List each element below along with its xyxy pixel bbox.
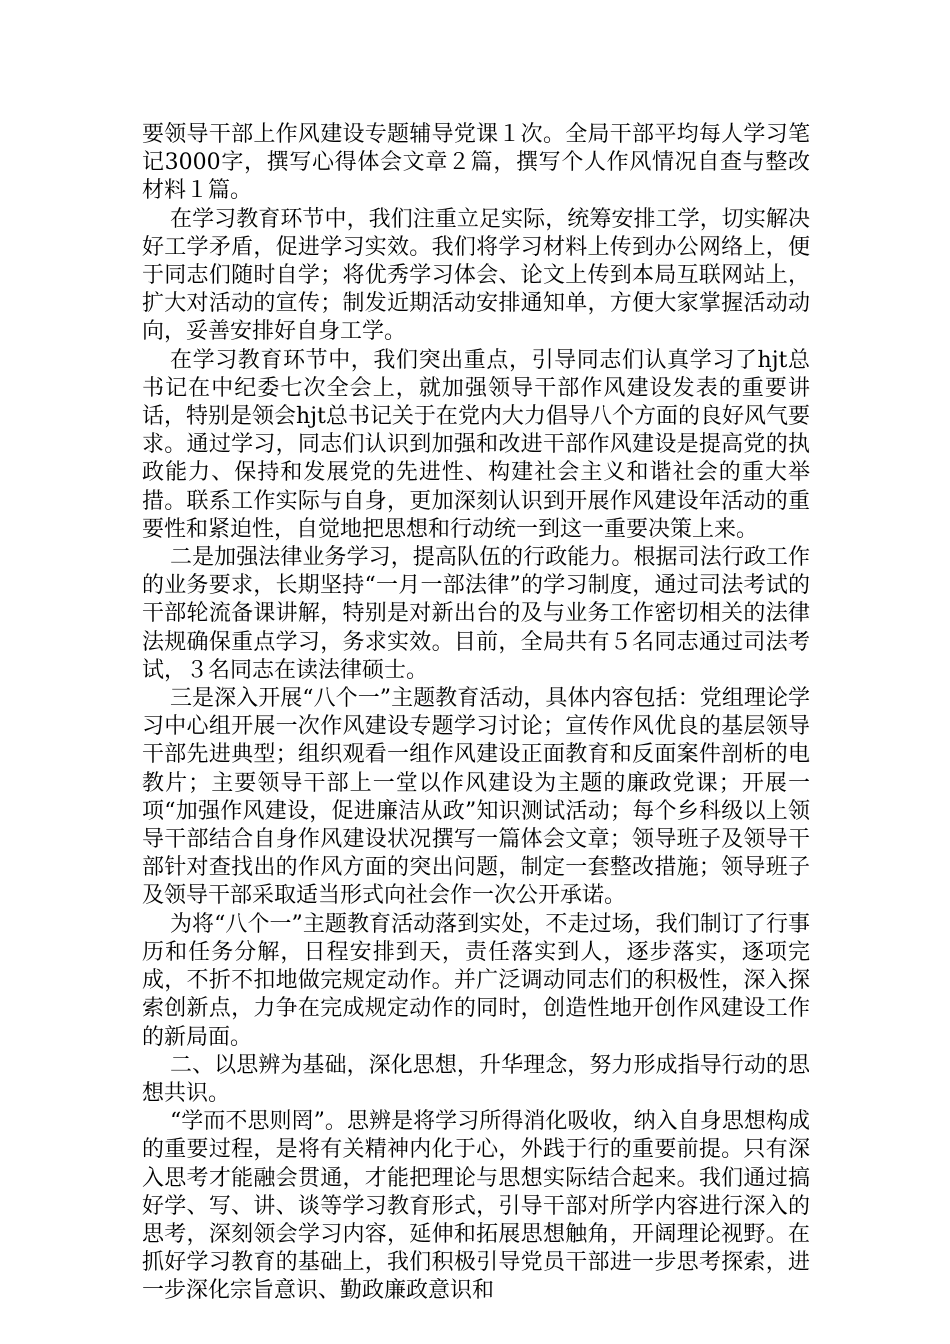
section-heading: 二、以思辨为基础，深化思想，升华理念，努力形成指导行动的思想共识。 bbox=[142, 1052, 810, 1106]
paragraph-5: 三是深入开展“八个一”主题教育活动，具体内容包括：党组理论学习中心组开展一次作风建设专题学习讨论；宣传作风优良的基层领导干部先进典型；组织观看一组作风建设正面教育和反面案件剖析的电教片；主要领导干部上一堂以作风建设为主题的廉政党课；开展一项“加强作风建设，促进廉洁从政”知识测试活动；每个乡科级以上领导干部结合自身作风建设状况撰写一篇体会文章；领导班子及领导干部针对查找出的作风方面的突出问题，制定一套整改措施；领导班子及领导干部采取适当形式向社会作一次公开承诺。 bbox=[142, 686, 810, 909]
paragraph-8: “学而不思则罔”。思辨是将学习所得消化吸收，纳入自身思想构成的重要过程，是将有关精神内化于心，外践于行的重要前提。只有深入思考才能融会贯通，才能把理论与思想实际结合起来。我们通过搞好学、写、讲、谈等学习教育形式，引导干部对所学内容进行深入的思考，深刻领会学习内容，延伸和拓展思想触角，开阔理论视野。在抓好学习教育的基础上，我们积极引导党员干部进一步思考探索，进一步深化宗旨意识、勤政廉政意识和 bbox=[142, 1109, 810, 1304]
paragraph-4: 二是加强法律业务学习，提高队伍的行政能力。根据司法行政工作的业务要求，长期坚持“一月一部法律”的学习制度，通过司法考试的干部轮流备课讲解，特别是对新出台的及与业务工作密切相关的法律法规确保重点学习，务求实效。目前，全局共有５名同志通过司法考试，３名同志在读法律硕士。 bbox=[142, 545, 810, 683]
paragraph-6: 为将“八个一”主题教育活动落到实处，不走过场，我们制订了行事历和任务分解，日程安排到天，责任落实到人，逐步落实，逐项完成，不折不扣地做完规定动作。并广泛调动同志们的积极性，深入探索创新点，力争在完成规定动作的同时，创造性地开创作风建设工作的新局面。 bbox=[142, 911, 810, 1050]
paragraph-3: 在学习教育环节中，我们突出重点，引导同志们认真学习了hjt总书记在中纪委七次全会上，就加强领导干部作风建设发表的重要讲话，特别是领会hjt总书记关于在党内大力倡导八个方面的良好风气要求。通过学习，同志们认识到加强和改进干部作风建设是提高党的执政能力、保持和发展党的先进性、构建社会主义和谐社会的重大举措。联系工作实际与自身，更加深刻认识到开展作风建设年活动的重要性和紧迫性，自觉地把思想和行动统一到这一重要决策上来。 bbox=[142, 347, 810, 542]
paragraph-2: 在学习教育环节中，我们注重立足实际，统筹安排工学，切实解决好工学矛盾，促进学习实效。我们将学习材料上传到办公网络上，便于同志们随时自学；将优秀学习体会、论文上传到本局互联网站上，扩大对活动的宣传；制发近期活动安排通知单，方便大家掌握活动动向，妥善安排好自身工学。 bbox=[142, 206, 810, 345]
paragraph-1: 要领导干部上作风建设专题辅导党课１次。全局干部平均每人学习笔记3000字，撰写心得体会文章２篇，撰写个人作风情况自查与整改材料１篇。 bbox=[142, 122, 810, 204]
document-body bbox=[142, 121, 810, 1306]
